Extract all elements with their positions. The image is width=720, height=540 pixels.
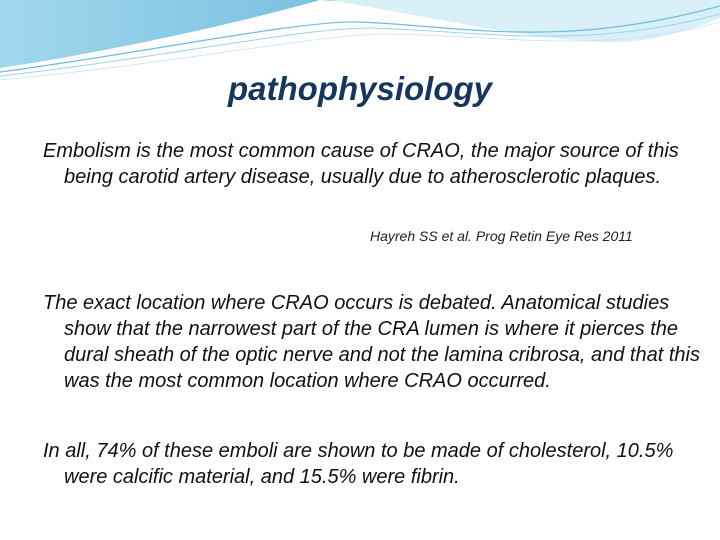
- paragraph-embolism: Embolism is the most common cause of CRAO, the major source of this being carotid artery disease, usually due to atherosclerotic plaques.: [43, 140, 679, 188]
- citation-reference: Hayreh SS et al. Prog Retin Eye Res 2011: [370, 228, 633, 244]
- paragraph-composition: In all, 74% of these emboli are shown to be made of cholesterol, 10.5% were calcific material, and 15.5% were fibrin.: [43, 440, 674, 488]
- paragraph-location: The exact location where CRAO occurs is debated. Anatomical studies show that the narrowest part of the CRA lumen is where it pierces the dural sheath of the optic nerve and not the lamina cribrosa, and that this was the most common location where CRAO occurred.: [43, 292, 700, 392]
- slide-title: pathophysiology: [228, 70, 492, 107]
